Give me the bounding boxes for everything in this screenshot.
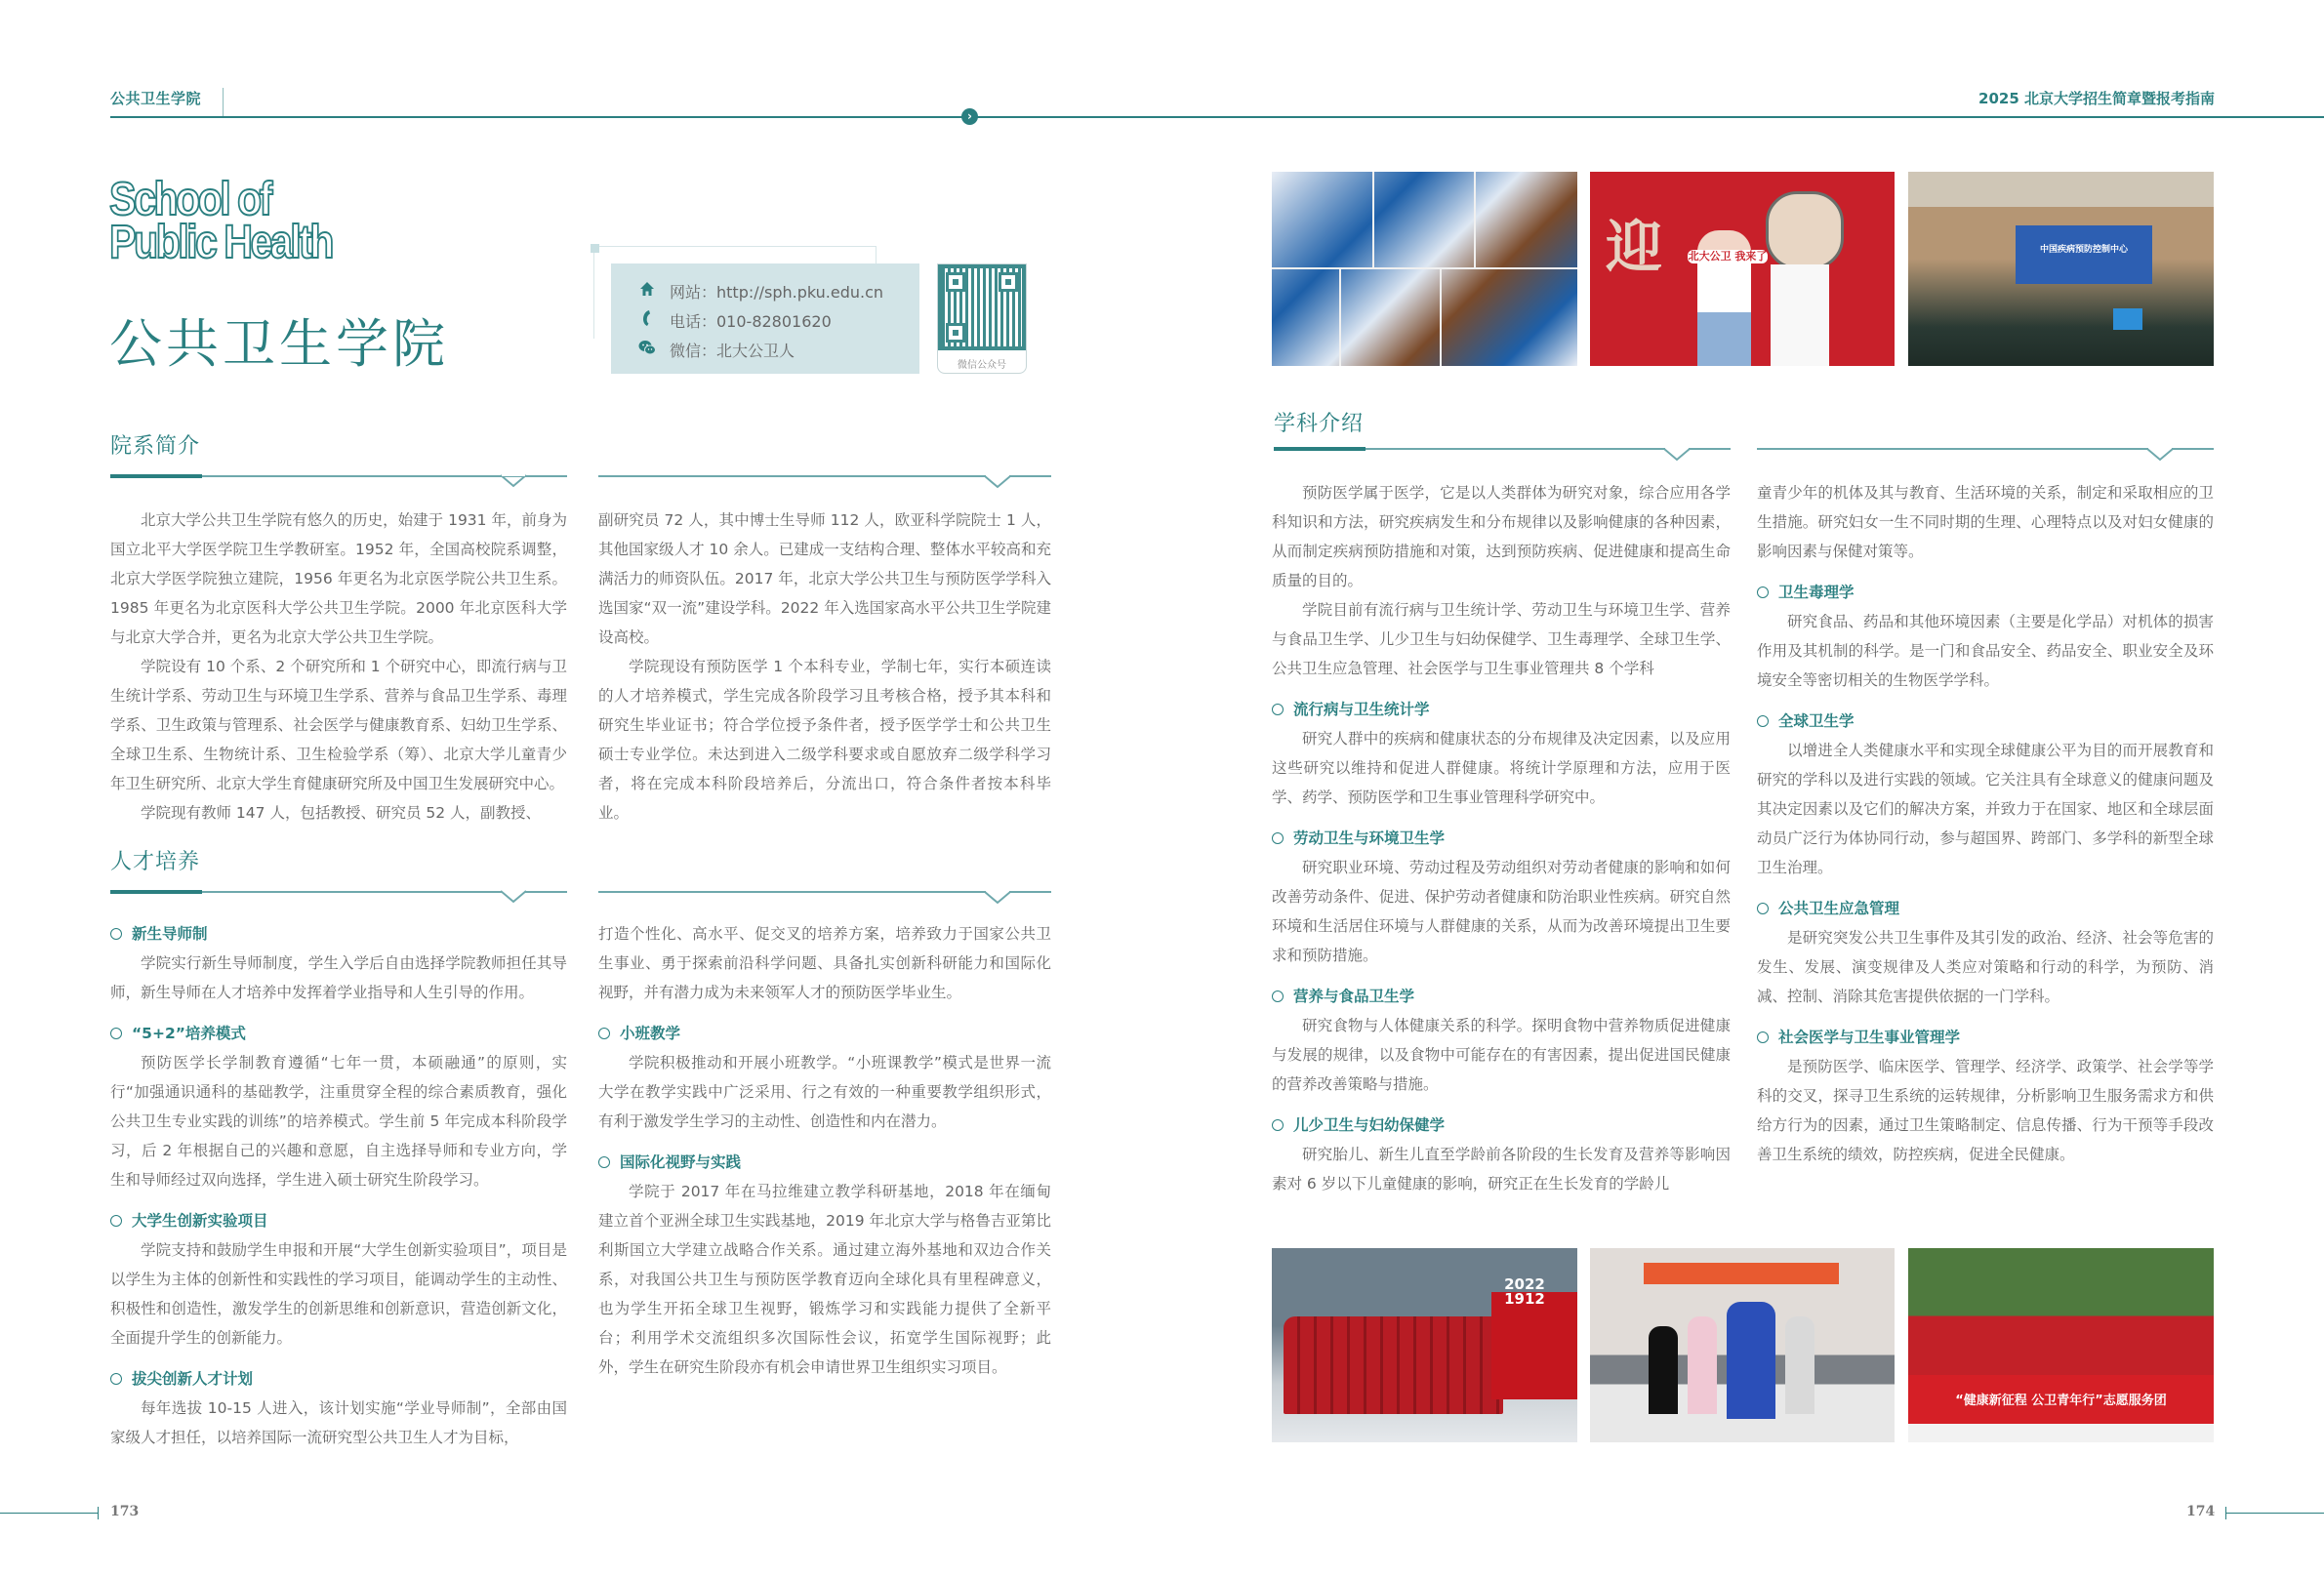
running-header-left: 公共卫生学院: [110, 90, 202, 107]
circle-bullet-icon: [1757, 903, 1769, 914]
paragraph: 是预防医学、临床医学、管理学、经济学、政策学、社会学等学科的交叉，探寻卫生系统的运转规律，分析影响卫生服务需求方和供给方行为的因素，通过卫生策略制定、信息传播、行为干预等手段改善卫生系统的绩效，防控疾病，促进全民健康。: [1757, 1058, 2214, 1163]
section-title-talent: 人才培养: [110, 850, 201, 874]
footer-rule-right: [2225, 1513, 2324, 1514]
subheading: 公共卫生应急管理: [1757, 894, 2214, 923]
circle-bullet-icon: [1757, 1031, 1769, 1043]
paragraph: 学院积极推动和开展小班教学。“小班课教学”模式是世界一流大学在教学实践中广泛采用、行之有效的一种重要教学组织形式，有利于激发学生学习的主动性、创造性和内在潜力。: [598, 1054, 1051, 1130]
intro-column-1: [110, 505, 567, 828]
phone-text: 电话：010-82801620: [670, 311, 832, 331]
photo-choir: [1272, 1248, 1577, 1442]
intro-column-2: [598, 505, 1051, 828]
section-title-disciplines: 学科介绍: [1274, 412, 1365, 436]
photo-banner-text: “健康新征程 公卫青年行”志愿服务团: [1955, 1394, 2167, 1408]
paragraph: 学院设有 10 个系、2 个研究所和 1 个研究中心，即流行病与卫生统计学系、劳动卫生与环境卫生学系、营养与食品卫生学系、毒理学系、卫生政策与管理系、社会医学与健康教育系、妇幼卫生学系、全球卫生系、生物统计系、卫生检验学系（筹）、北京大学儿童青少年卫生研究所、北京大学生育健康研究所及中国卫生发展研究中心。: [110, 658, 567, 792]
circle-bullet-icon: [110, 1215, 122, 1227]
subheading: 全球卫生学: [1757, 707, 2214, 736]
english-title-line1: School of: [109, 174, 270, 225]
qr-code-card: [937, 263, 1027, 374]
disciplines-column-2: [1757, 478, 2214, 1169]
paragraph: 预防医学属于医学，它是以人类群体为研究对象，综合应用各学科知识和方法，研究疾病发生和分布规律以及影响健康的各种因素，从而制定疾病预防措施和对策，达到预防疾病、促进健康和提高生命质量的目的。: [1272, 484, 1731, 589]
header-rule: [110, 116, 2324, 118]
footer-tick-left: [98, 1507, 99, 1519]
phone-icon: [636, 309, 658, 331]
wechat-text: 微信：北大公卫人: [670, 341, 795, 360]
home-icon: [636, 281, 658, 301]
contact-frame-dot: [591, 244, 599, 253]
subheading: 劳动卫生与环境卫生学: [1272, 824, 1731, 853]
circle-bullet-icon: [110, 1373, 122, 1385]
circle-bullet-icon: [1757, 715, 1769, 727]
talent-column-2: [598, 919, 1051, 1382]
paragraph: 是研究突发公共卫生事件及其引发的政治、经济、社会等危害的发生、发展、演变规律及人类应对策略和行动的科学，为预防、消减、控制、消除其危害提供依据的一门学科。: [1757, 929, 2214, 1005]
contact-card: [611, 263, 919, 374]
column-rule: [1757, 448, 2214, 464]
running-header-right: 2025 北京大学招生简章暨报考指南: [1978, 90, 2215, 107]
circle-bullet-icon: [598, 1156, 610, 1168]
paragraph: 以增进全人类健康水平和实现全球健康公平为目的而开展教育和研究的学科以及进行实践的领域。它关注具有全球意义的健康问题及其决定因素以及它们的解决方案，并致力于在国家、地区和全球层面动员广泛行为体协同行动，参与超国界、跨部门、多学科的新型全球卫生治理。: [1757, 742, 2214, 876]
paragraph: 学院现有教师 147 人，包括教授、研究员 52 人，副教授、: [141, 804, 542, 822]
disciplines-column-1: [1272, 478, 1731, 1198]
circle-bullet-icon: [1272, 1119, 1284, 1131]
section-rule-disciplines: [1274, 448, 1731, 464]
qr-code[interactable]: [938, 264, 1026, 350]
header-divider: [223, 88, 224, 117]
subheading: “5+2”培养模式: [110, 1019, 567, 1048]
qr-finder: [946, 323, 965, 343]
contact-website[interactable]: [636, 276, 919, 305]
footer-rule-left: [0, 1513, 98, 1514]
circle-bullet-icon: [1272, 832, 1284, 844]
circle-bullet-icon: [110, 1028, 122, 1039]
website-text[interactable]: 网站：http://sph.pku.edu.cn: [670, 282, 884, 302]
section-rule-talent: [110, 891, 567, 907]
page-title: 公共卫生学院: [109, 313, 449, 375]
section-title-intro: 院系简介: [110, 434, 201, 459]
photo-cdc-meeting: [1908, 172, 2214, 366]
paragraph: 研究人群中的疾病和健康状态的分布规律及决定因素，以及应用这些研究以维持和促进人群健康。将统计学原理和方法，应用于医学、药学、预防医学和卫生事业管理科学研究中。: [1272, 730, 1731, 806]
qr-label: 微信公众号: [958, 360, 1006, 371]
photo-banner-text: 中国疾病预防控制中心: [2039, 245, 2128, 255]
contact-phone: [636, 305, 919, 335]
subheading: 拔尖创新人才计划: [110, 1364, 567, 1394]
paragraph: 学院实行新生导师制度，学生入学后自由选择学院教师担任其导师，新生导师在人才培养中发挥着学业指导和人生引导的作用。: [110, 954, 567, 1001]
section-rule-intro: [110, 475, 567, 491]
paragraph: 每年选拔 10-15 人进入，该计划实施“学业导师制”，全部由国家级人才担任，以培养国际一流研究型公共卫生人才为目标，: [110, 1399, 567, 1446]
paragraph: 研究食物与人体健康关系的科学。探明食物中营养物质促进健康与发展的规律，以及食物中可能存在的有害因素，提出促进国民健康的营养改善策略与措施。: [1272, 1017, 1731, 1093]
subheading: 社会医学与卫生事业管理学: [1757, 1023, 2214, 1052]
paragraph: 研究职业环境、劳动过程及劳动组织对劳动者健康的影响和如何改善劳动条件、促进、保护劳动者健康和防治职业性疾病。研究自然环境和生活居住环境与人群健康的关系，从而为改善环境提出卫生要求和预防措施。: [1272, 859, 1731, 964]
wechat-icon: [636, 340, 658, 359]
paragraph: 副研究员 72 人，其中博士生导师 112 人，欧亚科学院院士 1 人，其他国家级人才 10 余人。已建成一支结构合理、整体水平较高和充满活力的师资队伍。2017 年，北京大学公共卫生与预防医学学科入选国家“双一流”建设学科。2022 年入选国家高水平公共卫生学院建设高校。: [598, 511, 1051, 646]
paragraph: 学院支持和鼓励学生申报和开展“大学生创新实验项目”，项目是以学生为主体的创新性和实践性的学习项目，能调动学生的主动性、积极性和创造性，激发学生的创新思维和创新意识，营造创新文化，全面提升学生的创新能力。: [110, 1241, 567, 1347]
circle-bullet-icon: [110, 928, 122, 940]
subheading: 大学生创新实验项目: [110, 1206, 567, 1235]
photo-welcome: 迎 北大公卫 我来了: [1590, 172, 1895, 366]
subheading: 小班教学: [598, 1019, 1051, 1048]
qr-finder: [946, 272, 965, 292]
paragraph: 预防医学长学制教育遵循“七年一贯，本硕融通”的原则，实行“加强通识通科的基础教学，注重贯穿全程的综合素质教育，强化公共卫生专业实践的训练”的培养模式。学生前 5 年完成本科阶段学习，后 2 年根据自己的兴趣和意愿，自主选择导师和专业方向，学生和导师经过双向选择，学生进入硕士研究生阶段学习。: [110, 1054, 567, 1189]
paragraph: 学院目前有流行病与卫生统计学、劳动卫生与环境卫生学、营养与食品卫生学、儿少卫生与妇幼保健学、卫生毒理学、全球卫生学、公共卫生应急管理、社会医学与卫生事业管理共 8 个学科: [1272, 601, 1731, 677]
photo-volunteers: [1272, 172, 1577, 366]
paragraph: 童青少年的机体及其与教育、生活环境的关系，制定和采取相应的卫生措施。研究妇女一生不同时期的生理、心理特点以及对妇女健康的影响因素与保健对策等。: [1757, 484, 2214, 560]
paragraph: 研究食品、药品和其他环境因素（主要是化学品）对机体的损害作用及其机制的科学。是一门和食品安全、药品安全、职业安全及环境安全等密切相关的生物医学学科。: [1757, 613, 2214, 689]
circle-bullet-icon: [1272, 991, 1284, 1002]
contact-wechat: [636, 335, 919, 364]
page-number-right: 174: [2186, 1504, 2216, 1519]
circle-bullet-icon: [1757, 586, 1769, 598]
chevron-right-icon: ›: [961, 108, 978, 125]
subheading: 新生导师制: [110, 919, 567, 949]
circle-bullet-icon: [598, 1028, 610, 1039]
column-rule: [598, 475, 1051, 491]
subheading: 流行病与卫生统计学: [1272, 695, 1731, 724]
page-number-left: 173: [110, 1504, 140, 1519]
subheading: 儿少卫生与妇幼保健学: [1272, 1111, 1731, 1140]
photo-year-text: 2022 1912: [1504, 1275, 1545, 1308]
english-title-line2: Public Health: [109, 217, 332, 268]
paragraph: 研究胎儿、新生儿直至学龄前各阶段的生长发育及营养等影响因素对 6 岁以下儿童健康的影响，研究正在生长发育的学龄儿: [1272, 1146, 1731, 1193]
talent-column-1: [110, 919, 567, 1452]
photo-sign-text: 北大公卫 我来了: [1688, 250, 1768, 263]
subheading: 国际化视野与实践: [598, 1148, 1051, 1177]
paragraph: 打造个性化、高水平、促交叉的培养方案，培养致力于国家公共卫生事业、勇于探索前沿科学问题、具备扎实创新科研能力和国际化视野，并有潜力成为未来领军人才的预防医学毕业生。: [598, 925, 1051, 1001]
paragraph: 北京大学公共卫生学院有悠久的历史，始建于 1931 年，前身为国立北平大学医学院卫生学教研室。1952 年，全国高校院系调整，北京大学医学院独立建院，1956 年更名为北京医学院公共卫生系。1985 年更名为北京医科大学公共卫生学院。2000 年北京医科大学与北京大学合并，更名为北京大学公共卫生学院。: [110, 511, 567, 646]
photo-graduation: [1590, 1248, 1895, 1442]
column-rule: [598, 891, 1051, 907]
qr-finder: [999, 272, 1018, 292]
subheading: 营养与食品卫生学: [1272, 982, 1731, 1011]
circle-bullet-icon: [1272, 704, 1284, 715]
photo-volunteer-team: [1908, 1248, 2214, 1442]
english-title: [109, 174, 332, 268]
paragraph: 学院于 2017 年在马拉维建立教学科研基地，2018 年在缅甸建立首个亚洲全球卫生实践基地，2019 年北京大学与格鲁吉亚第比利斯国立大学建立战略合作关系。通过建立海外基地和双边合作关系，对我国公共卫生与预防医学教育迈向全球化具有里程碑意义，也为学生开拓全球卫生视野，锻炼学习和实践能力提供了全新平台；利用学术交流组织多次国际性会议，拓宽学生国际视野；此外，学生在研究生阶段亦有机会申请世界卫生组织实习项目。: [598, 1183, 1051, 1376]
paragraph: 学院现设有预防医学 1 个本科专业，学制七年，实行本硕连读的人才培养模式，学生完成各阶段学习且考核合格，授予其本科和研究生毕业证书；符合学位授予条件者，授予医学学士和公共卫生硕士专业学位。未达到进入二级学科要求或自愿放弃二级学科学习者，将在完成本科阶段培养后，分流出口，符合条件者按本科毕业。: [598, 658, 1051, 822]
subheading: 卫生毒理学: [1757, 578, 2214, 607]
